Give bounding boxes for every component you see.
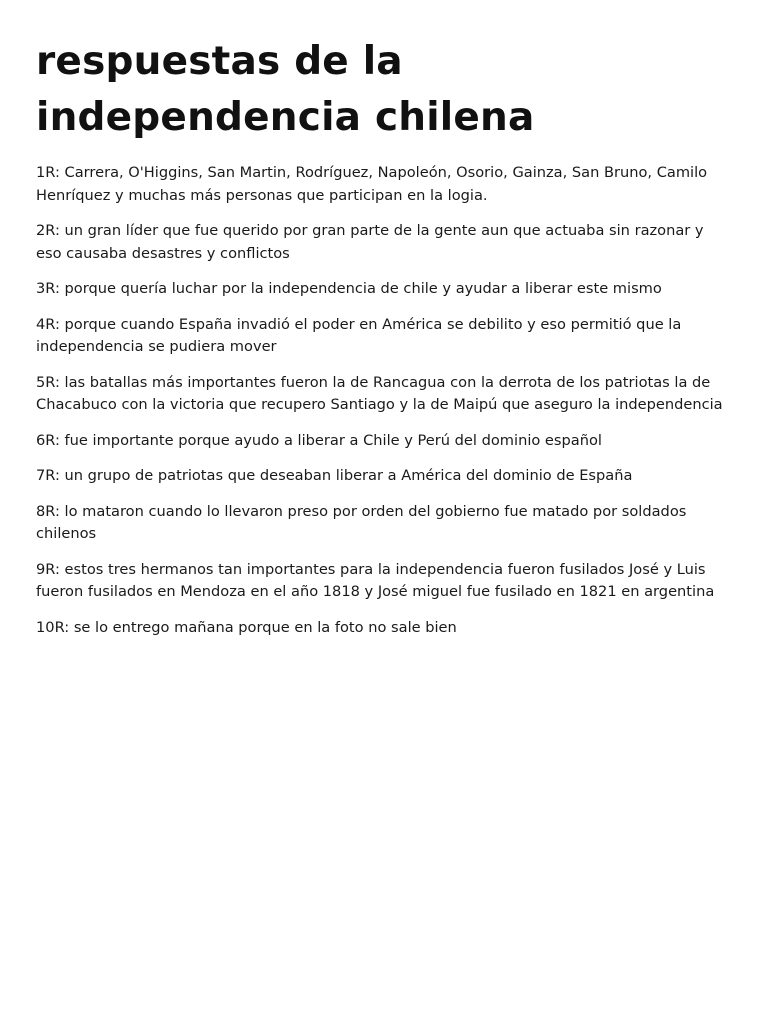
answer-9: 9R: estos tres hermanos tan importantes para la independencia fueron fusilados José y Luis fueron fusilados en Mendoza en el año 1818 y José miguel fue fusilado en 1821 en argentina <box>36 560 715 600</box>
answer-6: 6R: fue importante porque ayudo a liberar a Chile y Perú del dominio español <box>36 431 602 449</box>
answer-3: 3R: porque quería luchar por la independencia de chile y ayudar a liberar este mismo <box>36 280 662 297</box>
answer-7: 7R: un grupo de patriotas que deseaban liberar a América del dominio de España <box>36 467 633 484</box>
document-title: respuestas de la independencia chilena <box>36 39 535 140</box>
answer-1: 1R: Carrera, O'Higgins, San Martin, Rodríguez, Napoleón, Osorio, Gainza, San Bruno, Camilo Henríquez y muchas más personas que participan en la logia. <box>36 164 708 204</box>
answer-10: 10R: se lo entrego mañana porque en la foto no sale bien <box>36 618 457 636</box>
answer-4: 4R: porque cuando España invadió el poder en América se debilito y eso permitió que la independencia se pudiera mover <box>36 315 682 355</box>
answer-2: 2R: un gran líder que fue querido por gran parte de la gente aun que actuaba sin razonar y eso causaba desastres y conflictos <box>36 222 704 262</box>
answer-5: 5R: las batallas más importantes fueron la de Rancagua con la derrota de los patriotas la de Chacabuco con la victoria que recupero Santiago y la de Maipú que aseguro la independencia <box>36 373 723 413</box>
answer-8: 8R: lo mataron cuando lo llevaron preso por orden del gobierno fue matado por soldados chilenos <box>36 502 687 542</box>
answer-list <box>36 162 732 639</box>
